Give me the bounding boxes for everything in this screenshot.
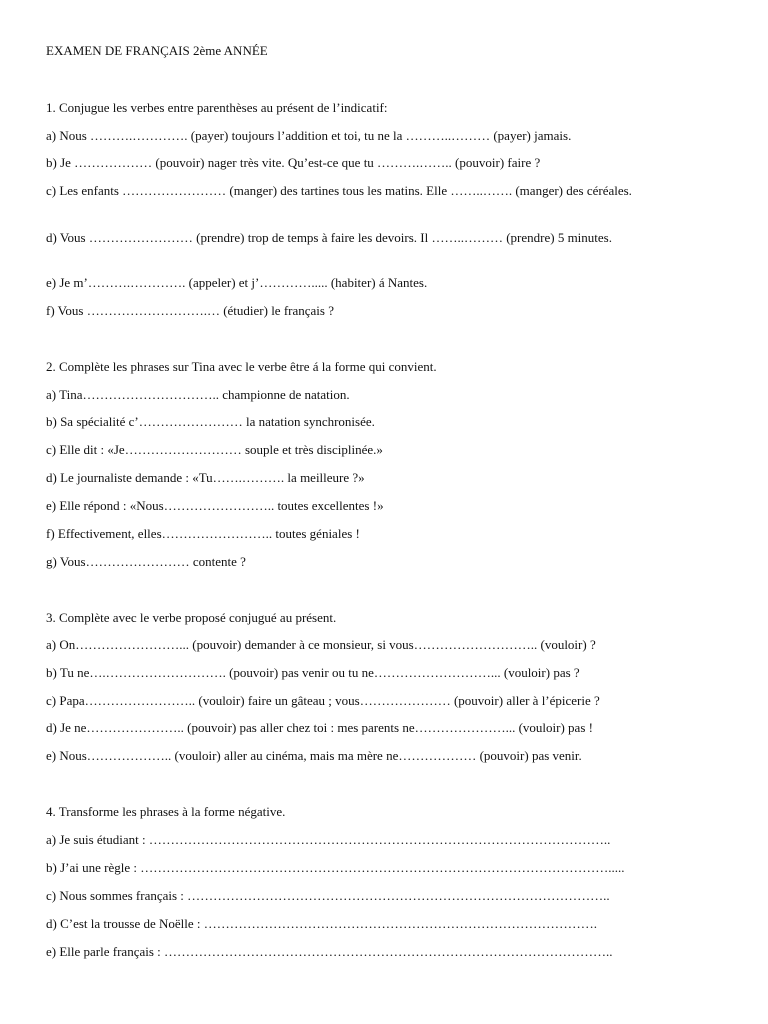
section-1-item-c: c) Les enfants …………………… (manger) des tartines tous les matins. Elle ……..……. (manger) des céréales. [46, 183, 632, 198]
section-2-item-e: e) Elle répond : «Nous…………………….. toutes excellentes !» [46, 498, 384, 513]
section-4-item-c: c) Nous sommes français : …………………………………………………………………………………….. [46, 888, 610, 903]
section-1-item-e: e) Je m’……….…………. (appeler) et j’…………..... (habiter) á Nantes. [46, 275, 428, 290]
section-2-item-a: a) Tina………………………….. championne de natation. [46, 387, 350, 402]
section-2-heading: 2. Complète les phrases sur Tina avec le verbe être á la forme qui convient. [46, 359, 437, 374]
section-4-item-e: e) Elle parle français : ………………………………………………………………………………………….. [46, 944, 613, 959]
section-2-item-c: c) Elle dit : «Je……………………… souple et très disciplinée.» [46, 442, 383, 457]
exam-title: EXAMEN DE FRANÇAIS 2ème ANNÉE [46, 43, 268, 58]
section-3-item-d: d) Je ne………………….. (pouvoir) pas aller chez toi : mes parents ne…………………... (vouloir) pas ! [46, 720, 593, 735]
section-2-item-f: f) Effectivement, elles…………………….. toutes géniales ! [46, 526, 360, 541]
section-1-heading: 1. Conjugue les verbes entre parenthèses au présent de l’indicatif: [46, 100, 388, 115]
section-3-heading: 3. Complète avec le verbe proposé conjugué au présent. [46, 610, 337, 625]
section-3-item-a: a) On……………………... (pouvoir) demander à ce monsieur, si vous……………………….. (vouloir) ? [46, 637, 596, 652]
section-3-item-c: c) Papa…………………….. (vouloir) faire un gâteau ; vous………………… (pouvoir) aller à l’épicerie ? [46, 693, 600, 708]
section-4-item-a: a) Je suis étudiant : …………………………………………………………………………………………….. [46, 832, 611, 847]
section-4-item-d: d) C’est la trousse de Noëlle : ………………………………………………………………………………. [46, 916, 598, 931]
section-3-item-b: b) Tu ne….………………………. (pouvoir) pas venir ou tu ne………………………... (vouloir) pas ? [46, 665, 580, 680]
section-2-item-b: b) Sa spécialité c’…………………… la natation synchronisée. [46, 414, 375, 429]
section-1-item-d: d) Vous …………………… (prendre) trop de temps à faire les devoirs. Il ……..……… (prendre) 5 minutes. [46, 230, 612, 245]
section-4-heading: 4. Transforme les phrases à la forme négative. [46, 804, 286, 819]
section-2-item-g: g) Vous…………………… contente ? [46, 554, 246, 569]
section-1-item-a: a) Nous ……….…………. (payer) toujours l’addition et toi, tu ne la ………..……… (payer) jamais. [46, 128, 572, 143]
section-3-item-e: e) Nous……………….. (vouloir) aller au cinéma, mais ma mère ne……………… (pouvoir) pas venir. [46, 748, 582, 763]
section-4-item-b: b) J’ai une règle : ………………………………………………………………………………………………..... [46, 860, 625, 875]
section-1-item-b: b) Je ……………… (pouvoir) nager très vite. Qu’est-ce que tu ……….…….. (pouvoir) faire ? [46, 155, 541, 170]
section-1-item-f: f) Vous ……………………….… (étudier) le français ? [46, 303, 334, 318]
section-2-item-d: d) Le journaliste demande : «Tu…….………. la meilleure ?» [46, 470, 365, 485]
